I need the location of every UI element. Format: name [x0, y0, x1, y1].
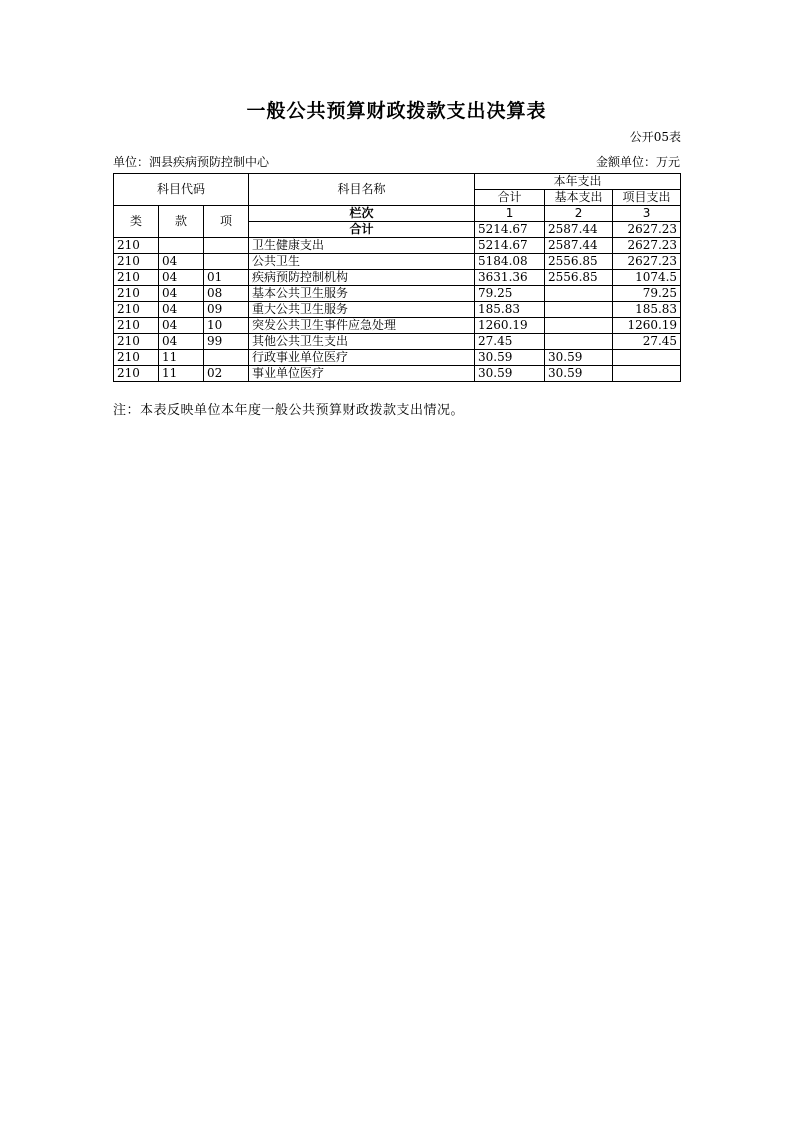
cell-project: 185.83	[613, 302, 681, 318]
unit-label: 单位：泗县疾病预防控制中心	[113, 155, 270, 169]
cell-kuan: 04	[159, 302, 204, 318]
cell-name: 卫生健康支出	[249, 238, 475, 254]
cell-total: 27.45	[475, 334, 545, 350]
cell-basic: 30.59	[545, 366, 613, 382]
cell-name: 基本公共卫生服务	[249, 286, 475, 302]
page-title: 一般公共预算财政拨款支出决算表	[246, 100, 547, 122]
cell-basic	[545, 286, 613, 302]
table-row	[114, 334, 681, 350]
header-basic: 基本支出	[545, 190, 613, 206]
header-total: 合计	[475, 190, 545, 206]
table-row	[114, 286, 681, 302]
cell-xiang	[204, 254, 249, 270]
cell-xiang	[204, 238, 249, 254]
cell-xiang: 01	[204, 270, 249, 286]
money-unit-label: 金额单位：万元	[595, 155, 680, 169]
table-row	[114, 366, 681, 382]
form-number: 公开05表	[629, 130, 681, 144]
cell-lei: 210	[114, 366, 159, 382]
cell-kuan: 11	[159, 366, 204, 382]
cell-total: 79.25	[475, 286, 545, 302]
cell-name: 行政事业单位医疗	[249, 350, 475, 366]
data-rows	[114, 238, 681, 382]
cell-total: 3631.36	[475, 270, 545, 286]
cell-name: 公共卫生	[249, 254, 475, 270]
cell-project: 27.45	[613, 334, 681, 350]
header-current-year: 本年支出	[475, 174, 681, 190]
cell-xiang: 99	[204, 334, 249, 350]
cell-kuan: 04	[159, 270, 204, 286]
cell-lei: 210	[114, 318, 159, 334]
cell-basic: 2556.85	[545, 270, 613, 286]
cell-total: 1260.19	[475, 318, 545, 334]
header-col1: 1	[475, 206, 545, 222]
cell-total: 30.59	[475, 366, 545, 382]
table-row	[114, 318, 681, 334]
cell-basic	[545, 318, 613, 334]
table-row	[114, 254, 681, 270]
cell-project: 2627.23	[613, 254, 681, 270]
cell-xiang: 08	[204, 286, 249, 302]
header-lanci: 栏次	[249, 206, 475, 222]
cell-basic: 2587.44	[545, 238, 613, 254]
cell-kuan	[159, 238, 204, 254]
header-code: 科目代码	[114, 174, 249, 206]
cell-name: 重大公共卫生服务	[249, 302, 475, 318]
total-row-label: 合计	[249, 222, 475, 238]
header-col2: 2	[545, 206, 613, 222]
header-project: 项目支出	[613, 190, 681, 206]
cell-basic	[545, 302, 613, 318]
cell-kuan: 11	[159, 350, 204, 366]
cell-project: 2627.23	[613, 238, 681, 254]
cell-lei: 210	[114, 286, 159, 302]
table-row	[114, 302, 681, 318]
cell-lei: 210	[114, 254, 159, 270]
cell-kuan: 04	[159, 318, 204, 334]
cell-name: 事业单位医疗	[249, 366, 475, 382]
budget-table	[113, 173, 681, 382]
cell-total: 5214.67	[475, 238, 545, 254]
total-row-project: 2627.23	[613, 222, 681, 238]
cell-xiang: 02	[204, 366, 249, 382]
cell-project	[613, 366, 681, 382]
cell-kuan: 04	[159, 286, 204, 302]
header-xiang: 项	[204, 206, 249, 238]
table-row	[114, 270, 681, 286]
cell-name: 疾病预防控制机构	[249, 270, 475, 286]
cell-lei: 210	[114, 238, 159, 254]
cell-name: 突发公共卫生事件应急处理	[249, 318, 475, 334]
table-row	[114, 350, 681, 366]
cell-lei: 210	[114, 334, 159, 350]
cell-basic: 2556.85	[545, 254, 613, 270]
footnote: 注：本表反映单位本年度一般公共预算财政拨款支出情况。	[113, 403, 465, 418]
cell-basic: 30.59	[545, 350, 613, 366]
cell-project: 79.25	[613, 286, 681, 302]
cell-lei: 210	[114, 270, 159, 286]
table-row	[114, 238, 681, 254]
cell-project: 1260.19	[613, 318, 681, 334]
cell-total: 30.59	[475, 350, 545, 366]
header-kuan: 款	[159, 206, 204, 238]
header-row-1	[114, 174, 681, 190]
header-col3: 3	[613, 206, 681, 222]
cell-name: 其他公共卫生支出	[249, 334, 475, 350]
cell-xiang: 10	[204, 318, 249, 334]
cell-lei: 210	[114, 350, 159, 366]
header-lei: 类	[114, 206, 159, 238]
cell-lei: 210	[114, 302, 159, 318]
cell-kuan: 04	[159, 254, 204, 270]
header-row-3	[114, 206, 681, 222]
total-row-total: 5214.67	[475, 222, 545, 238]
cell-total: 185.83	[475, 302, 545, 318]
cell-total: 5184.08	[475, 254, 545, 270]
cell-project: 1074.5	[613, 270, 681, 286]
header-name: 科目名称	[249, 174, 475, 206]
cell-project	[613, 350, 681, 366]
cell-xiang: 09	[204, 302, 249, 318]
total-row-basic: 2587.44	[545, 222, 613, 238]
cell-xiang	[204, 350, 249, 366]
cell-basic	[545, 334, 613, 350]
cell-kuan: 04	[159, 334, 204, 350]
